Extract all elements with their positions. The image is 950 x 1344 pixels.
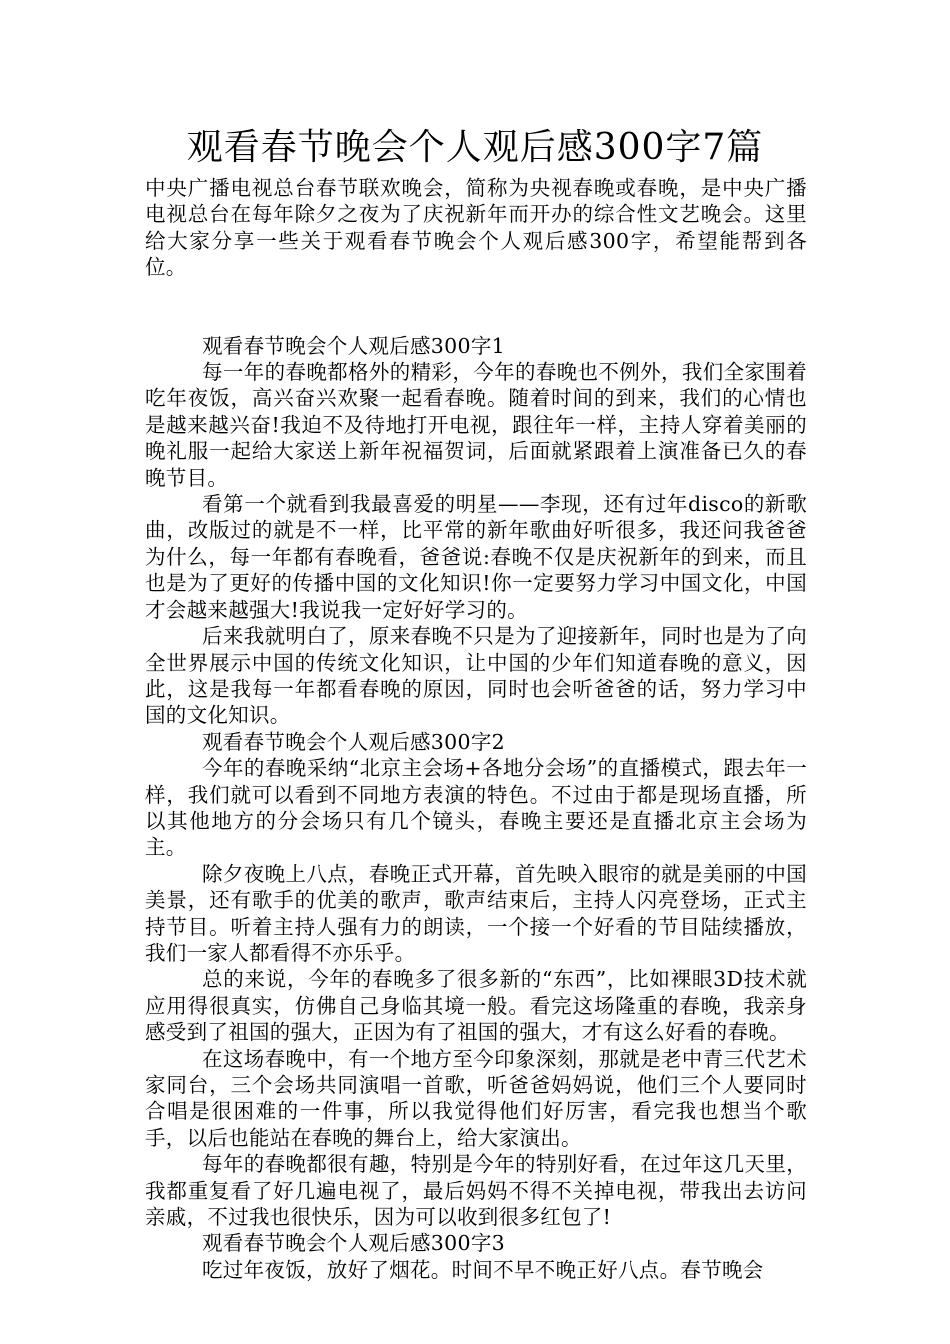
document-title: 观看春节晚会个人观后感300字7篇 bbox=[186, 127, 764, 168]
essay-heading: 观看春节晚会个人观后感300字1 bbox=[202, 333, 505, 358]
essay-heading: 观看春节晚会个人观后感300字2 bbox=[202, 729, 505, 754]
essay-paragraph: 看第一个就看到我最喜爱的明星——李现，还有过年disco的新歌曲，改版过的就是不一样，比平常的新年歌曲好听很多，我还问我爸爸为什么，每一年都有春晚看，爸爸说:春晚不仅是庆祝新年的到来，而且也是为了更好的传播中国的文化知识!你一定要努力学习中国文化，中国才会越来越强大!我说我一定好好学习的。 bbox=[145, 492, 807, 622]
essay-paragraph: 每一年的春晚都格外的精彩，今年的春晚也不例外，我们全家围着吃年夜饭，高兴奋兴欢聚一起看春晚。随着时间的到来，我们的心情也是越来越兴奋!我迫不及待地打开电视，跟往年一样，主持人穿着美丽的晚礼服一起给大家送上新年祝福贺词，后面就紧跟着上演准备已久的春晚节目。 bbox=[145, 360, 807, 490]
essay-paragraph: 今年的春晚采纳“北京主会场+各地分会场”的直播模式，跟去年一样，我们就可以看到不同地方表演的特色。不过由于都是现场直播，所以其他地方的分会场只有几个镜头，春晚主要还是直播北京主会场为主。 bbox=[145, 756, 807, 860]
essay-paragraph: 在这场春晚中，有一个地方至今印象深刻，那就是老中青三代艺术家同台，三个会场共同演唱一首歌，听爸爸妈妈说，他们三个人要同时合唱是很困难的一件事，所以我觉得他们好厉害，看完我也想当个歌手，以后也能站在春晚的舞台上，给大家演出。 bbox=[145, 1046, 807, 1150]
essay-paragraph: 每年的春晚都很有趣，特别是今年的特别好看，在过年这几天里，我都重复看了好几遍电视了，最后妈妈不得不关掉电视，带我出去访问亲戚，不过我也很快乐，因为可以收到很多红包了! bbox=[145, 1152, 807, 1230]
essay-heading: 观看春节晚会个人观后感300字3 bbox=[202, 1231, 505, 1256]
essay-2 bbox=[145, 729, 807, 1231]
essay-paragraph: 除夕夜晚上八点，春晚正式开幕，首先映入眼帘的就是美丽的中国美景，还有歌手的优美的歌声，歌声结束后，主持人闪亮登场，正式主持节目。听着主持人强有力的朗读，一个接一个好看的节目陆续播放，我们一家人都看得不亦乐乎。 bbox=[145, 861, 807, 965]
essay-paragraph: 后来我就明白了，原来春晚不只是为了迎接新年，同时也是为了向全世界展示中国的传统文化知识，让中国的少年们知道春晚的意义，因此，这是我每一年都看春晚的原因，同时也会听爸爸的话，努力学习中国的文化知识。 bbox=[145, 624, 807, 728]
essay-3 bbox=[145, 1230, 807, 1283]
essay-paragraph: 总的来说，今年的春晚多了很多新的“东西”，比如裸眼3D技术就应用得很真实，仿佛自己身临其境一般。看完这场隆重的春晚，我亲身感受到了祖国的强大，正因为有了祖国的强大，才有这么好看的春晚。 bbox=[145, 967, 807, 1045]
blank-spacer bbox=[145, 281, 807, 333]
essay-paragraph: 吃过年夜饭，放好了烟花。时间不早不晚正好八点。春节晚会 bbox=[202, 1257, 764, 1282]
document-body bbox=[145, 175, 807, 1283]
intro-paragraph: 中央广播电视总台春节联欢晚会，简称为央视春晚或春晚，是中央广播电视总台在每年除夕之夜为了庆祝新年而开办的综合性文艺晚会。这里给大家分享一些关于观看春节晚会个人观后感300字，希望能帮到各位。 bbox=[145, 176, 807, 280]
essay-1 bbox=[145, 333, 807, 729]
